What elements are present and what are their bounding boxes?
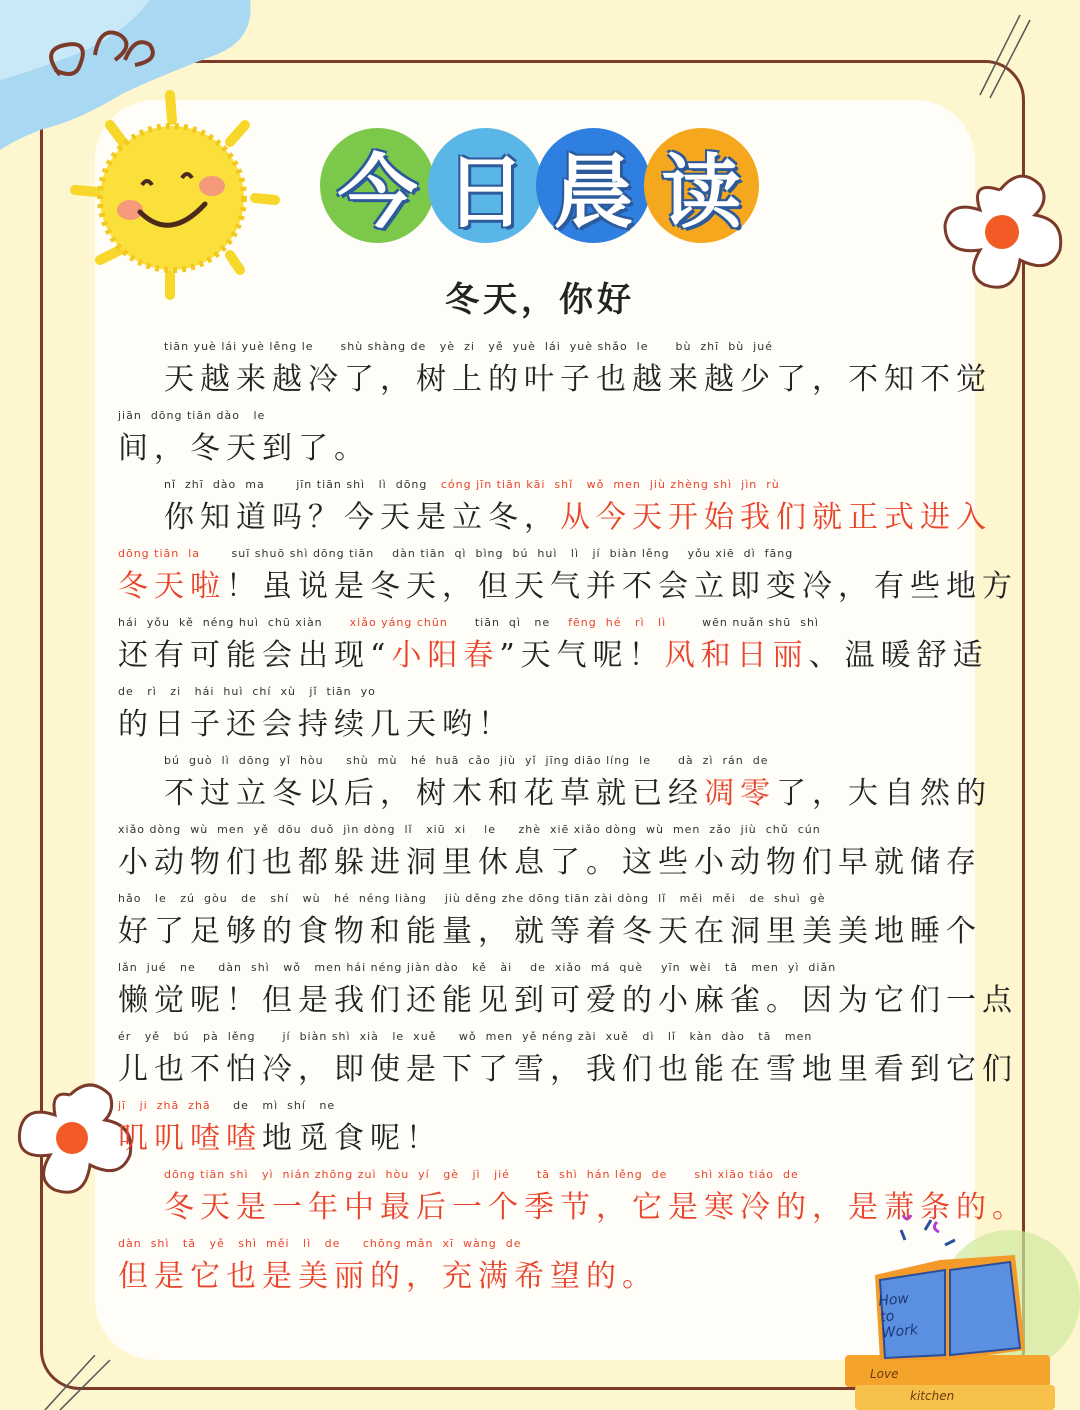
scratch-lines-icon	[40, 1355, 120, 1410]
pinyin-line	[118, 616, 819, 629]
chinese-line: 但是它也是美丽的，充满希望的。	[118, 1259, 658, 1294]
pinyin-segment-highlight: jī ji zhā zhā	[118, 1099, 211, 1112]
title-char: 日	[428, 128, 543, 243]
text-line	[118, 754, 992, 823]
book-label-kitchen: kitchen	[910, 1389, 955, 1403]
text-line	[118, 1030, 1018, 1099]
chinese-line: 天越来越冷了，树上的叶子也越来越少了，不知不觉	[164, 362, 992, 397]
pinyin-segment: nǐ zhī dào ma jīn tiān shì lì dōng	[164, 478, 428, 491]
text-line	[118, 823, 982, 892]
text-line	[118, 1168, 1028, 1237]
text-line	[118, 547, 1018, 616]
chinese-segment: 你知道吗？今天是立冬，	[164, 500, 560, 535]
pinyin-line: xiǎo dòng wù men yě dōu duǒ jìn dòng lǐ xiū xi le zhè xiē xiǎo dòng wù men zǎo jiù chǔ cún	[118, 823, 821, 836]
text-line	[118, 1099, 968, 1168]
text-line	[118, 1237, 968, 1306]
title-char: 读	[644, 128, 759, 243]
pinyin-line: dōng tiān shì yì nián zhōng zuì hòu yí gè jì jié tā shì hán lěng de shì xiāo tiáo de	[164, 1168, 799, 1181]
pinyin-segment: hái yǒu kě néng huì chū xiàn	[118, 616, 323, 629]
page-title	[320, 128, 770, 258]
pinyin-line: ér yě bú pà lěng jí biàn shì xià le xuě wǒ men yě néng zài xuě dì lǐ kàn dào tā men	[118, 1030, 813, 1043]
pinyin-segment: suī shuō shì dōng tiān dàn tiān qì bìng bú huì lì jí biàn lěng yǒu xiē dì fāng	[231, 547, 794, 560]
pinyin-line	[118, 478, 780, 491]
chinese-segment: 、温暖舒适	[808, 638, 989, 673]
article-subtitle: 冬天，你好	[445, 280, 635, 320]
chinese-segment-highlight: 风和日丽	[664, 638, 809, 673]
chinese-segment: ！虽说是冬天，但天气并不会立即变冷，有些地方	[226, 569, 1018, 604]
chinese-line: 小动物们也都躲进洞里休息了。这些小动物们早就储存	[118, 845, 982, 880]
pinyin-line: lǎn jué ne dàn shì wǒ men hái néng jiàn dào kě ài de xiǎo má què yīn wèi tā men yì diǎn	[118, 961, 837, 974]
chinese-segment: 地觅食呢！	[262, 1121, 442, 1156]
chinese-segment: 了，大自然的	[776, 776, 992, 811]
chinese-line: 的日子还会持续几天哟！	[118, 707, 514, 742]
chinese-line	[118, 561, 1018, 605]
chinese-segment: 不过立冬以后，树木和花草就已经	[164, 776, 704, 811]
chinese-line	[118, 768, 992, 812]
text-line	[118, 478, 992, 547]
text-line	[118, 961, 1018, 1030]
chinese-segment-highlight: 叽叽喳喳	[118, 1121, 262, 1156]
book-text-line: How	[877, 1290, 910, 1310]
pinyin-line: bú guò lì dōng yǐ hòu shù mù hé huā cǎo jiù yǐ jīng diāo líng le dà zì rán de	[164, 754, 769, 767]
pinyin-segment-highlight: xiǎo yáng chūn	[349, 616, 448, 629]
chinese-segment-highlight: 冬天啦	[118, 569, 226, 604]
chinese-line	[118, 492, 992, 536]
chinese-line: 冬天是一年中最后一个季节，它是寒冷的，是萧条的。	[164, 1190, 1028, 1225]
pinyin-line: jiān dōng tiān dào le	[118, 409, 266, 422]
chinese-segment: ”天气呢！	[499, 638, 665, 673]
book-label-love: Love	[870, 1367, 899, 1381]
chinese-segment-highlight: 凋零	[704, 776, 776, 811]
article-body	[118, 340, 1028, 1306]
pinyin-segment: tiān qì ne	[474, 616, 551, 629]
title-char: 晨	[536, 128, 651, 243]
chinese-line	[118, 630, 989, 674]
pinyin-line	[118, 1099, 335, 1112]
text-line	[118, 409, 968, 478]
scratch-lines-icon	[965, 10, 1035, 100]
pinyin-segment: wēn nuǎn shū shì	[702, 616, 819, 629]
title-char: 今	[320, 128, 435, 243]
book-text-line: to	[879, 1308, 896, 1326]
chinese-segment-highlight: 从今天开始我们就正式进入	[560, 500, 992, 535]
chinese-line: 懒觉呢！但是我们还能见到可爱的小麻雀。因为它们一点	[118, 983, 1018, 1018]
pinyin-segment-highlight: cóng jīn tiān kāi shǐ wǒ men jiù zhèng shì jìn rù	[440, 478, 780, 491]
pinyin-line	[118, 547, 793, 560]
text-line	[118, 616, 989, 685]
pinyin-segment-highlight: fēng hé rì lì	[568, 616, 667, 629]
pinyin-segment: de mì shí ne	[233, 1099, 336, 1112]
text-line	[118, 892, 982, 961]
pinyin-line: de rì zi hái huì chí xù jǐ tiān yo	[118, 685, 376, 698]
pinyin-line: dàn shì tā yě shì měi lì de chōng mǎn xī wàng de	[118, 1237, 522, 1250]
text-line	[118, 685, 968, 754]
text-line	[118, 340, 992, 409]
chinese-line: 好了足够的食物和能量，就等着冬天在洞里美美地睡个	[118, 914, 982, 949]
chinese-line	[118, 1113, 442, 1157]
chinese-line: 间，冬天到了。	[118, 431, 370, 466]
chinese-segment-highlight: 小阳春	[391, 638, 500, 673]
chinese-segment: 还有可能会出现“	[118, 638, 392, 673]
pinyin-segment-highlight: dōng tiān la	[118, 547, 201, 560]
book-text-line: Work	[881, 1321, 919, 1342]
chinese-line: 儿也不怕冷，即使是下了雪，我们也能在雪地里看到它们	[118, 1052, 1018, 1087]
pinyin-line: tiān yuè lái yuè lěng le shù shàng de yè zi yě yuè lái yuè shǎo le bù zhī bù jué	[164, 340, 773, 353]
pinyin-line: hǎo le zú gòu de shí wù hé néng liàng jiù děng zhe dōng tiān zài dòng lǐ měi měi de shuì gè	[118, 892, 826, 905]
